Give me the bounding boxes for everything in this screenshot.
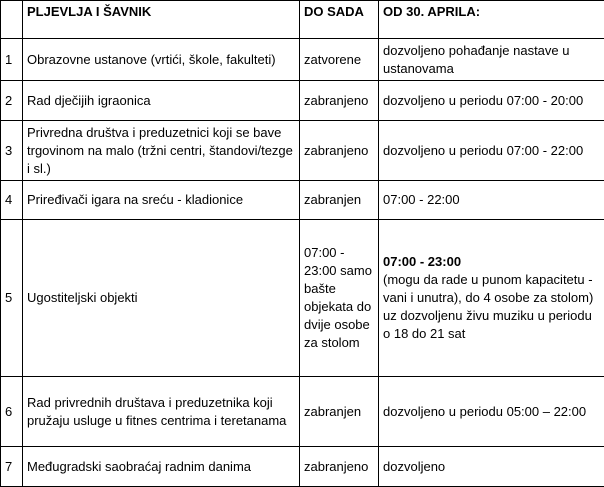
row-number: 3 <box>1 121 23 181</box>
row-new-cell <box>379 220 604 377</box>
row-new-status: dozvoljeno u periodu 07:00 - 22:00 <box>379 121 604 181</box>
row-new-note: (mogu da rade u punom kapacitetu - vani i unutra), do 4 osobe za stolom) uz dozvoljenu živu muziku u periodu o 18 do 21 sat <box>383 271 600 343</box>
row-old-status: zabranjen <box>300 377 379 447</box>
row-number: 2 <box>1 81 23 121</box>
row-old-status: zabranjeno <box>300 81 379 121</box>
row-number: 7 <box>1 447 23 487</box>
row-old-status: zabranjeno <box>300 121 379 181</box>
row-category: Ugostiteljski objekti <box>23 220 300 377</box>
table-row <box>1 220 604 377</box>
row-new-status: dozvoljeno u periodu 05:00 – 22:00 <box>379 377 604 447</box>
row-old-status: zatvorene <box>300 39 379 81</box>
header-new: OD 30. APRILA: <box>379 1 604 39</box>
row-new-status: dozvoljeno <box>379 447 604 487</box>
row-new-status: 07:00 - 22:00 <box>379 181 604 220</box>
row-old-status: zabranjen <box>300 181 379 220</box>
row-old-status: zabranjeno <box>300 447 379 487</box>
row-old-status: 07:00 - 23:00 samo bašte objekata do dvije osobe za stolom <box>300 220 379 377</box>
table-row <box>1 121 604 181</box>
row-number: 5 <box>1 220 23 377</box>
table-row <box>1 447 604 487</box>
row-new-status: dozvoljeno u periodu 07:00 - 20:00 <box>379 81 604 121</box>
table-row <box>1 81 604 121</box>
header-row <box>1 1 604 39</box>
header-num <box>1 1 23 39</box>
row-new-status: dozvoljeno pohađanje nastave u ustanovama <box>379 39 604 81</box>
row-new-status: 07:00 - 23:00 <box>383 253 600 271</box>
row-category: Rad privrednih društava i preduzetnika koji pružaju usluge u fitnes centrima i teretanama <box>23 377 300 447</box>
row-number: 6 <box>1 377 23 447</box>
row-category: Rad dječijih igraonica <box>23 81 300 121</box>
row-category: Obrazovne ustanove (vrtići, škole, fakulteti) <box>23 39 300 81</box>
table-row <box>1 39 604 81</box>
row-category: Privredna društva i preduzetnici koji se bave trgovinom na malo (tržni centri, štandovi/tezge i sl.) <box>23 121 300 181</box>
table-row <box>1 377 604 447</box>
row-category: Priređivači igara na sreću - kladionice <box>23 181 300 220</box>
table-row <box>1 181 604 220</box>
header-old: DO SADA <box>300 1 379 39</box>
row-category: Međugradski saobraćaj radnim danima <box>23 447 300 487</box>
row-number: 1 <box>1 39 23 81</box>
header-category: PLJEVLJA I ŠAVNIK <box>23 1 300 39</box>
row-number: 4 <box>1 181 23 220</box>
